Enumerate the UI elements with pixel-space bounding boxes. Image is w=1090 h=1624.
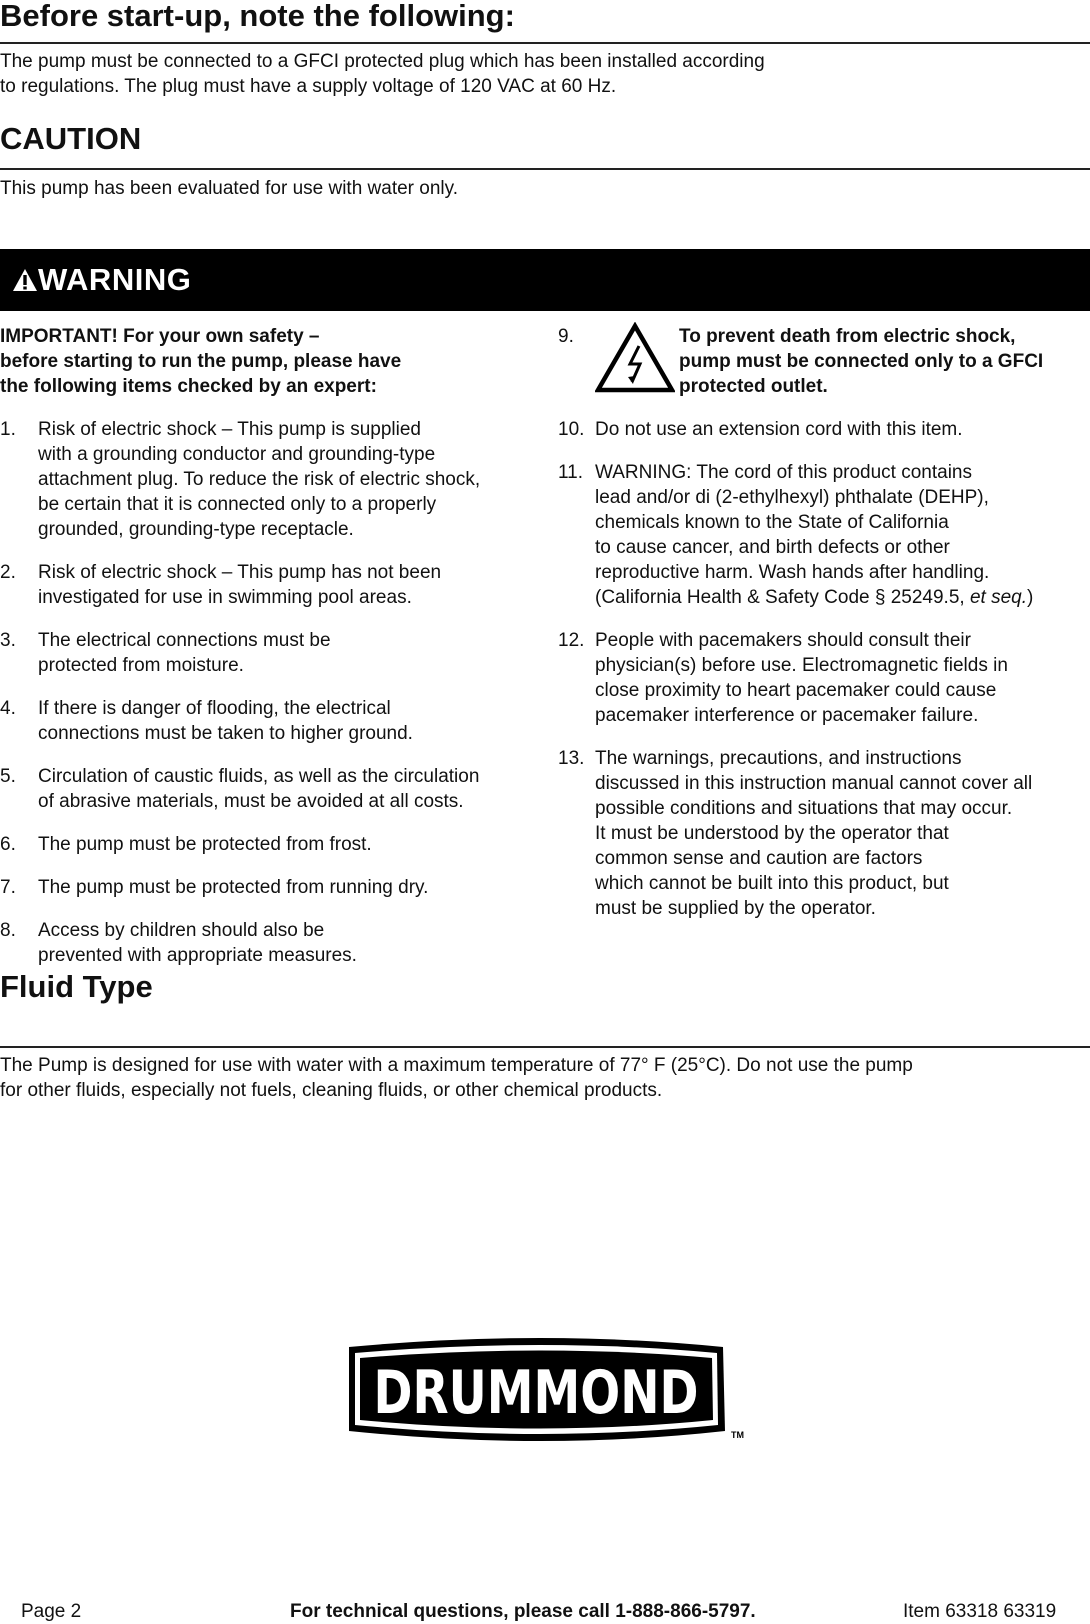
item-number: 11. <box>558 462 584 483</box>
warning-banner <box>0 249 1090 311</box>
item-text: The warnings, precautions, and instructions discussed in this instruction manual cannot cover all possible conditions and situations that may occur. It must be understood by the operator that common sense and caution are factors which cannot be built into this product, but must be supplied by the operator. <box>595 748 1033 919</box>
item-text: Circulation of caustic fluids, as well as the circulation of abrasive materials, must be avoided at all costs. <box>38 766 480 812</box>
warning-triangle-icon <box>12 268 38 292</box>
warning-list-right <box>558 417 1090 921</box>
warning-item-9 <box>558 324 1090 399</box>
warning-item <box>0 918 535 968</box>
warning-item <box>0 417 535 542</box>
item-text: Access by children should also be prevented with appropriate measures. <box>38 920 357 966</box>
citation-suffix: ) <box>1027 587 1034 608</box>
fluid-rule <box>0 1046 1090 1048</box>
warning-intro: IMPORTANT! For your own safety – before starting to run the pump, please have the following items checked by an expert: <box>0 326 402 397</box>
warning-item <box>0 696 535 746</box>
warning-item <box>558 460 1090 610</box>
item-text: The electrical connections must be protected from moisture. <box>38 630 331 676</box>
item-text: Risk of electric shock – This pump has not been investigated for use in swimming pool areas. <box>38 562 442 608</box>
item-text: People with pacemakers should consult their physician(s) before use. Electromagnetic fields in close proximity to heart pacemaker could cause pacemaker interference or pacemaker failure. <box>595 630 1008 726</box>
item-text: The pump must be protected from frost. <box>38 834 372 855</box>
warning-list-left <box>0 417 535 968</box>
startup-heading: Before start-up, note the following: <box>0 0 515 33</box>
startup-body: The pump must be connected to a GFCI protected plug which has been installed according to regulations. The plug must have a supply voltage of 120 VAC at 60 Hz. <box>0 51 765 97</box>
item-number: 3. <box>0 630 16 651</box>
item-text: Risk of electric shock – This pump is supplied with a grounding conductor and grounding-type attachment plug. To reduce the risk of electric shock, be certain that it is connected only to a properly grounded, grounding-type receptacle. <box>38 419 481 540</box>
startup-rule <box>0 42 1090 44</box>
item-number: 6. <box>0 834 16 855</box>
citation-prefix: (California Health & Safety Code § 25249.5, <box>595 587 970 608</box>
logo-tm: TM <box>731 1430 744 1440</box>
warning-left-column <box>0 324 535 986</box>
item-number: 5. <box>0 766 16 787</box>
warning-item <box>0 875 535 900</box>
citation-italic: et seq. <box>969 587 1027 608</box>
footer-item-number: Item 63318 63319 <box>903 1601 1057 1622</box>
warning-item <box>558 417 1090 442</box>
item-number: 7. <box>0 877 16 898</box>
item-number: 4. <box>0 698 16 719</box>
electric-shock-icon <box>595 322 675 394</box>
fluid-heading: Fluid Type <box>0 969 153 1004</box>
warning-item <box>558 746 1090 921</box>
item-number: 2. <box>0 562 16 583</box>
item-text: WARNING: The cord of this product contains lead and/or di (2-ethylhexyl) phthalate (DEHP), chemicals known to the State of California to cause cancer, and birth defects or other reproductive harm. Wash hands after handling. <box>595 462 990 583</box>
footer-page-number: Page 2 <box>21 1601 82 1622</box>
logo-brand: DRUMMOND <box>373 1358 699 1428</box>
fluid-body: The Pump is designed for use with water with a maximum temperature of 77° F (25°C). Do not use the pump for other fluids, especially not fuels, cleaning fluids, or other chemical products. <box>0 1055 913 1101</box>
warning-item <box>0 628 535 678</box>
item-number: 10. <box>558 419 585 440</box>
item-number: 13. <box>558 748 585 769</box>
item-text: Do not use an extension cord with this item. <box>595 419 963 440</box>
caution-body: This pump has been evaluated for use with water only. <box>0 178 459 199</box>
caution-rule <box>0 168 1090 170</box>
item-number: 9. <box>558 326 574 347</box>
item-9-text: To prevent death from electric shock, pump must be connected only to a GFCI protected outlet. <box>679 326 1044 397</box>
item-text: If there is danger of flooding, the electrical connections must be taken to higher ground. <box>38 698 413 744</box>
warning-item <box>0 832 535 857</box>
warning-item <box>558 628 1090 728</box>
item-text: The pump must be protected from running dry. <box>38 877 429 898</box>
item-number: 8. <box>0 920 16 941</box>
warning-right-column <box>558 324 1090 939</box>
footer-support: For technical questions, please call 1-888-866-5797. <box>290 1601 756 1622</box>
item-number: 1. <box>0 419 16 440</box>
warning-item <box>0 560 535 610</box>
warning-item <box>0 764 535 814</box>
warning-title: WARNING <box>38 262 192 297</box>
item-number: 12. <box>558 630 585 651</box>
drummond-logo <box>343 1333 748 1449</box>
caution-heading: CAUTION <box>0 121 142 156</box>
